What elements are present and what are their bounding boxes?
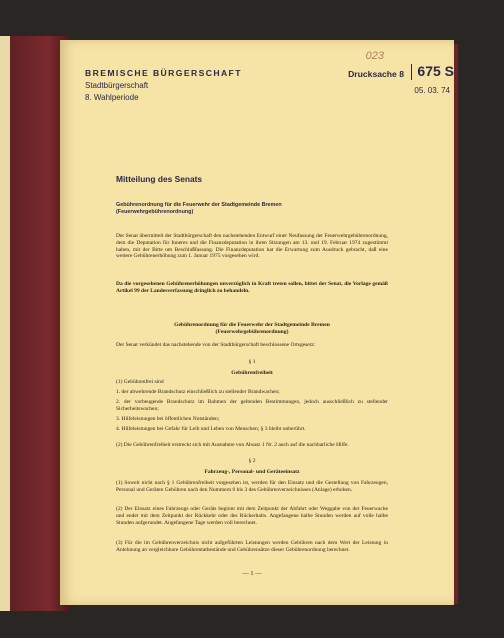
request-paragraph: Da die vorgesehenen Gebührenerhöhungen unverzüglich in Kraft treten sollen, bittet der Senat, die Vorlage gemäß Artikel 99 der Landesverfassung dringlich zu behandeln. <box>116 281 388 294</box>
page-number: — 1 — <box>242 570 262 577</box>
pencil-note: 023 <box>365 50 384 62</box>
drucksache-label: Drucksache 8 <box>348 69 404 79</box>
section-1-title: Gebührenfreiheit <box>231 370 273 376</box>
drucksache-separator <box>411 64 412 80</box>
section-1-item-4: 4. Hilfeleistungen bei Gefahr für Leib und Leben von Menschen; § 3 bleibt unberührt. <box>116 426 306 432</box>
section-title: Mitteilung des Senats <box>116 174 203 184</box>
drucksache-number: 675 S <box>417 63 454 79</box>
enactment-clause: Der Senat verkündet das nachstehende von der Stadtbürgerschaft beschlossene Ortsgesetz: <box>116 342 316 348</box>
ordinance-title-line-1: Gebührenordnung für die Feuerwehr der Stadtgemeinde Bremen <box>174 322 330 328</box>
book-page-edge <box>0 36 10 611</box>
section-1-para-2: (2) Die Gebührenfreiheit erstreckt sich mit Ausnahme von Absatz 1 Nr. 2 auch auf die nachbarliche Hilfe. <box>116 442 349 448</box>
section-2-title: Fahrzeug-, Personal- und Geräteeinsatz <box>204 469 300 475</box>
body-name: Stadtbürgerschaft <box>85 81 149 90</box>
period: 8. Wahlperiode <box>85 93 139 102</box>
document-page <box>60 40 454 605</box>
section-1-item-2: 2. der vorbeugende Brandschutz im Rahmen der geltenden Bestimmungen, jedoch ausschließlich zu stellender Sicherheitswachen; <box>116 399 388 412</box>
document-date: 05. 03. 74 <box>414 86 450 95</box>
section-2-para-3: (3) Für die im Gebührenverzeichnis nicht aufgeführten Leistungen werden Gebühren nach dem Wert der Leistung in Anlehnung an vergleichbare Gebührentatbestände und Gebührensätze dieser Gebührenordnung berechnet. <box>116 540 388 553</box>
section-1-item-3: 3. Hilfeleistungen bei öffentlichen Notständen; <box>116 416 220 422</box>
section-1-item-1: 1. der abwehrende Brandschutz einschließlich zu stellender Brandwachen; <box>116 389 280 395</box>
subject-heading <box>116 202 376 216</box>
intro-paragraph: Der Senat übermittelt der Stadtbürgerschaft den nachstehenden Entwurf einer Neufassung der Feuerwehrgebührenordnung, dem die Deputation für Inneres und die Finanzdeputation in ihren Sitzungen am 13. und 19. Februar 1974 zugestimmt haben, mit der Bitte um Beschlußfassung. Die Finanzdeputation hat die Erwartung zum Ausdruck gebracht, daß eine weitere Gebührenerhöhung zum 1. Januar 1975 vorgesehen wird. <box>116 233 388 260</box>
section-2-marker: § 2 <box>248 458 256 464</box>
subject-line-1: Gebührenordnung für die Feuerwehr der Stadtgemeinde Bremen <box>116 202 282 208</box>
section-1-marker: § 1 <box>248 359 256 365</box>
section-2-para-2: (2) Der Einsatz eines Fahrzeugs oder Geräts beginnt mit dem Zeitpunkt der Abfahrt oder Weggabe von der Feuerwache und endet mit dem Zeitpunkt der Rückkehr oder des Rückerhalts. Angefangene halbe Stunden werden auf volle halbe Stunden aufgerundet. Angefangene Tage werden voll berechnet. <box>116 506 388 526</box>
section-1-para-1: (1) Gebührenfrei sind <box>116 379 164 385</box>
parliament-name: BREMISCHE BÜRGERSCHAFT <box>85 68 242 78</box>
section-2-para-1: (1) Soweit nicht nach § 1 Gebührenfreiheit vorgesehen ist, werden für den Einsatz und die Gestellung von Fahrzeugen, Personal und Geräten Gebühren nach den Nummern 0 bis 3 des Gebührenverzeichnisses (Anlage) erhoben. <box>116 480 388 493</box>
ordinance-title-line-2: (Feuerwehrgebührenordnung) <box>215 329 289 335</box>
subject-line-2: (Feuerwehrgebührenordnung) <box>116 209 194 215</box>
ordinance-title <box>116 322 388 336</box>
